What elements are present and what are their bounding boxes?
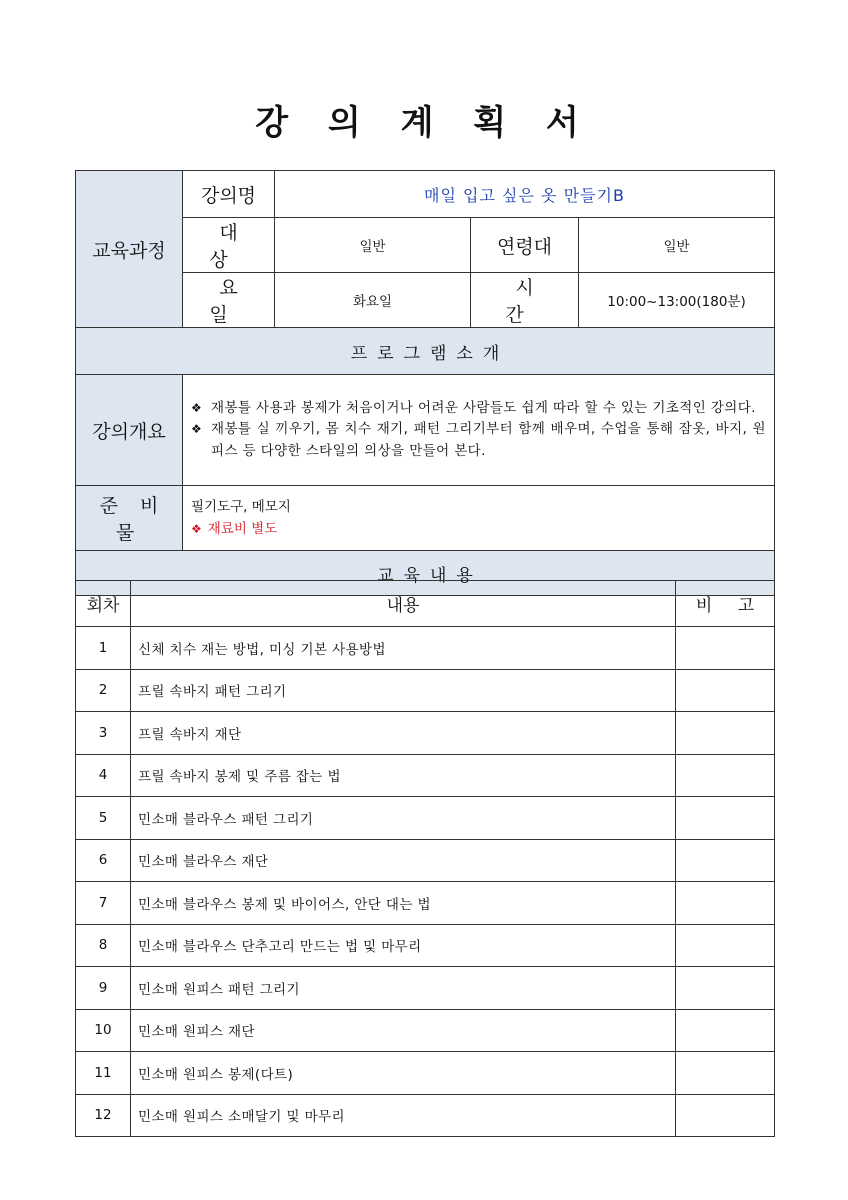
session-note (676, 712, 775, 755)
session-note (676, 839, 775, 882)
session-content: 민소매 블라우스 재단 (131, 839, 676, 882)
session-content: 민소매 원피스 재단 (131, 1009, 676, 1052)
col-session-header: 회차 (76, 581, 131, 627)
curriculum-table (75, 580, 775, 1137)
session-note (676, 1094, 775, 1137)
day-value: 화요일 (275, 273, 471, 328)
day-label-text: 요 일 (209, 277, 258, 326)
curriculum-header-row (76, 581, 775, 627)
prep-label-text: 준 비 물 (99, 495, 167, 544)
session-number: 9 (76, 967, 131, 1010)
time-value: 10:00~13:00(180분) (579, 273, 775, 328)
session-number: 1 (76, 627, 131, 670)
col-note-header-text: 비 고 (695, 596, 765, 616)
prep-text: 필기도구, 메모지 (191, 499, 291, 515)
session-number: 8 (76, 924, 131, 967)
table-row (76, 1009, 775, 1052)
table-row (76, 967, 775, 1010)
session-number: 5 (76, 797, 131, 840)
session-note (676, 924, 775, 967)
table-row (76, 1052, 775, 1095)
session-note (676, 669, 775, 712)
session-content: 프릴 속바지 봉제 및 주름 잡는 법 (131, 754, 676, 797)
session-content: 민소매 블라우스 봉제 및 바이어스, 안단 대는 법 (131, 882, 676, 925)
overview-item (191, 398, 766, 420)
session-content: 민소매 블라우스 패턴 그리기 (131, 797, 676, 840)
session-number: 3 (76, 712, 131, 755)
table-row (76, 924, 775, 967)
session-number: 6 (76, 839, 131, 882)
course-name-label: 강의명 (183, 171, 275, 218)
session-note (676, 627, 775, 670)
table-row (76, 882, 775, 925)
session-note (676, 1009, 775, 1052)
target-value: 일반 (275, 218, 471, 273)
session-content: 민소매 원피스 소매달기 및 마무리 (131, 1094, 676, 1137)
prep-label (76, 486, 183, 551)
session-content: 프릴 속바지 재단 (131, 712, 676, 755)
day-label (183, 273, 275, 328)
session-note (676, 797, 775, 840)
bullet-icon: ❖ (191, 422, 202, 437)
target-label (183, 218, 275, 273)
target-label-text: 대 상 (209, 222, 258, 271)
session-number: 12 (76, 1094, 131, 1137)
session-number: 7 (76, 882, 131, 925)
table-row (76, 839, 775, 882)
program-header-text: 프로그램소개 (350, 343, 510, 364)
prep-note (191, 518, 766, 540)
time-label (471, 273, 579, 328)
table-row (76, 797, 775, 840)
bullet-icon: ❖ (191, 522, 202, 536)
col-note-header (676, 581, 775, 627)
overview-item-text: 재봉틀 실 끼우기, 몸 치수 재기, 패턴 그리기부터 함께 배우며, 수업을 통해 잠옷, 바지, 원피스 등 다양한 스타일의 의상을 만들어 본다. (211, 421, 766, 459)
session-note (676, 882, 775, 925)
session-note (676, 1052, 775, 1095)
overview-item-text: 재봉틀 사용과 봉제가 처음이거나 어려운 사람들도 쉽게 따라 할 수 있는 기초적인 강의다. (211, 399, 756, 416)
prep-content (183, 486, 775, 551)
session-content: 민소매 블라우스 단추고리 만드는 법 및 마무리 (131, 924, 676, 967)
table-row (76, 1094, 775, 1137)
session-number: 4 (76, 754, 131, 797)
session-number: 10 (76, 1009, 131, 1052)
curriculum-header-text: 교육내용 (377, 565, 483, 586)
session-content: 민소매 원피스 봉제(다트) (131, 1052, 676, 1095)
session-content: 신체 치수 재는 방법, 미싱 기본 사용방법 (131, 627, 676, 670)
session-note (676, 967, 775, 1010)
time-label-text: 시 간 (505, 277, 554, 326)
overview-label: 강의개요 (76, 375, 183, 486)
program-header (76, 328, 775, 375)
course-section-label: 교육과정 (76, 171, 183, 328)
table-row (76, 754, 775, 797)
col-content-header: 내용 (131, 581, 676, 627)
session-number: 2 (76, 669, 131, 712)
table-row (76, 712, 775, 755)
age-value: 일반 (579, 218, 775, 273)
course-name-value: 매일 입고 싶은 옷 만들기B (275, 171, 775, 218)
bullet-icon: ❖ (191, 400, 202, 415)
overview-content (183, 375, 775, 486)
age-label: 연령대 (471, 218, 579, 273)
prep-note-text: 재료비 별도 (207, 521, 278, 537)
overview-item (191, 419, 766, 462)
session-note (676, 754, 775, 797)
session-number: 11 (76, 1052, 131, 1095)
table-row (76, 627, 775, 670)
page-title: 강 의 계 획 서 (255, 103, 593, 143)
session-content: 프릴 속바지 패턴 그리기 (131, 669, 676, 712)
table-row (76, 669, 775, 712)
session-content: 민소매 원피스 패턴 그리기 (131, 967, 676, 1010)
course-info-table (75, 170, 775, 596)
